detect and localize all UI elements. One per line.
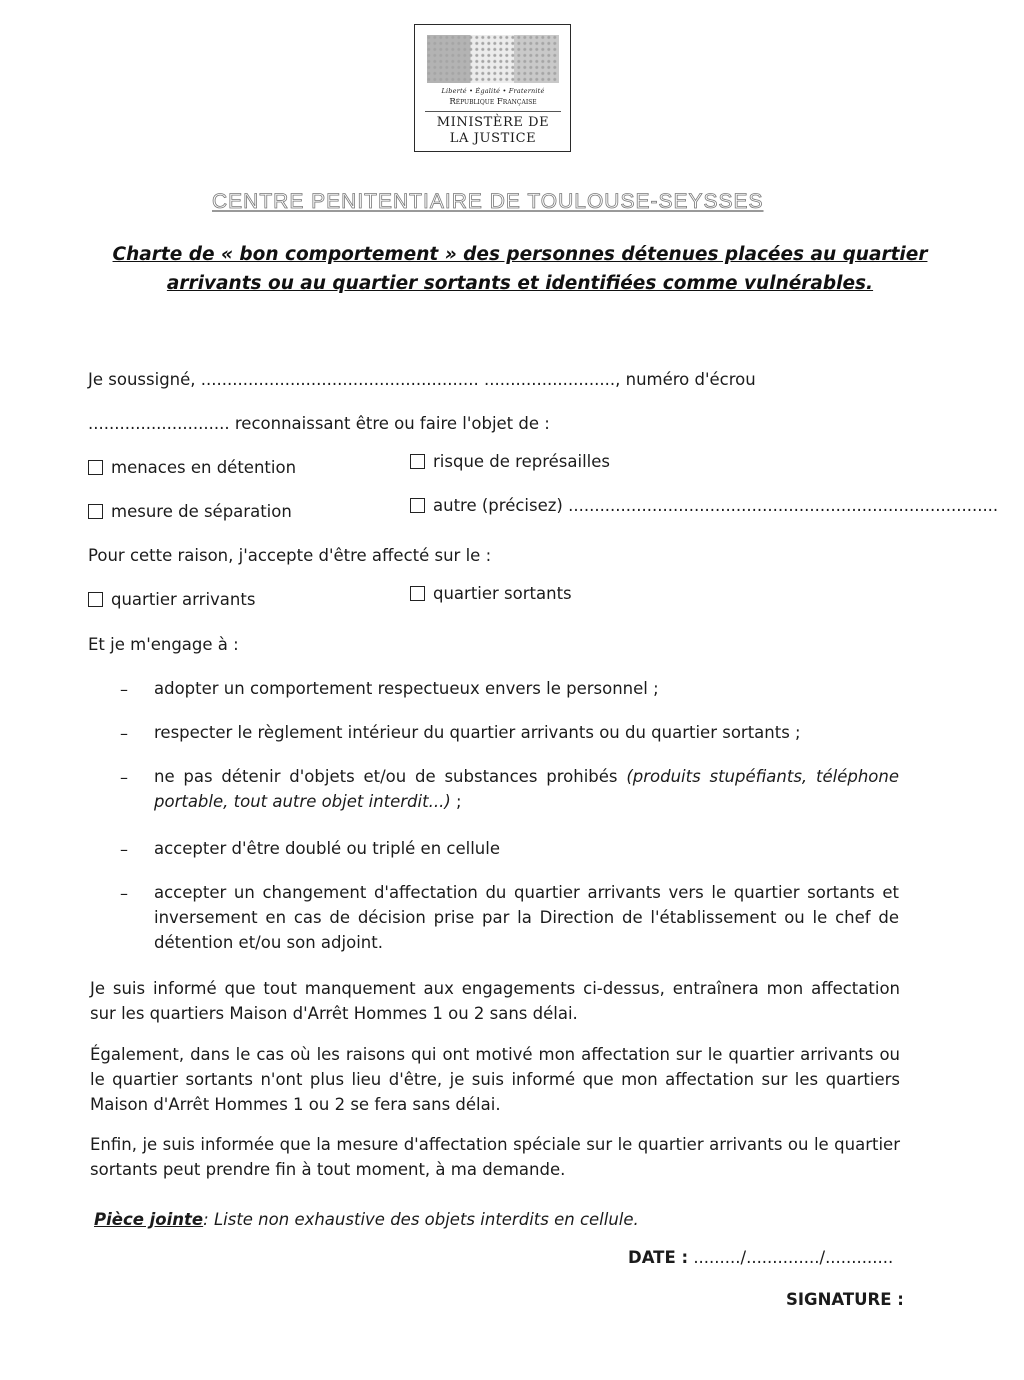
logo-motto: Liberté • Égalité • Fraternité [441, 87, 545, 95]
option-threats[interactable] [88, 458, 296, 477]
commitments-intro: Et je m'engage à : [88, 635, 239, 654]
logo-divider [425, 111, 561, 112]
declaration-acknowledge-text: reconnaissant être ou faire l'objet de : [234, 414, 550, 433]
separation-checkbox[interactable] [88, 504, 103, 519]
option-reprisals[interactable] [410, 452, 610, 471]
commitment-item-2: respecter le règlement intérieur du quartier arrivants ou du quartier sortants ; [154, 723, 801, 742]
leavers-checkbox[interactable] [410, 586, 425, 601]
signature-label: SIGNATURE : [786, 1290, 904, 1309]
option-separation[interactable] [88, 502, 292, 521]
other-specify-blank-field[interactable]: .................................................................................. [568, 496, 999, 515]
bullet-dash: – [120, 724, 128, 743]
date-blank-field[interactable]: ........./............../............. [693, 1248, 894, 1267]
commitment-item-4: accepter d'être doublé ou triplé en cellule [154, 839, 500, 858]
logo-ministry [423, 115, 563, 147]
threats-checkbox[interactable] [88, 460, 103, 475]
name-blank-field[interactable]: ..................................................... ........................., [200, 370, 621, 389]
marianne-emblem-icon [427, 35, 559, 83]
paragraph-reasons-ceased: Également, dans le cas où les raisons qui ont motivé mon affectation sur le quartier arrivants ou le quartier sortants n'ont plus lieu d'être, je suis informé que mon affectation sur les quartiers Maison d'Arrêt Hommes 1 ou 2 se fera sans délai. [90, 1045, 900, 1114]
inmate-number-label: numéro d'écrou [625, 370, 756, 389]
separation-label: mesure de séparation [111, 502, 292, 521]
prison-name-heading: CENTRE PENITENTIAIRE DE TOULOUSE-SEYSSES [212, 190, 764, 213]
declaration-line2 [88, 414, 550, 433]
reprisals-label: risque de représailles [433, 452, 610, 471]
leavers-label: quartier sortants [433, 584, 572, 603]
attachment-note [94, 1210, 639, 1229]
logo-ministry-line1: MINISTÈRE DE [436, 115, 550, 130]
logo-republic: République Française [449, 97, 537, 107]
commitment-item-3 [154, 764, 899, 814]
commitment-item-3-text: ne pas détenir d'objets et/ou de substances prohibés [154, 767, 618, 786]
commitment-item-3-end: ; [456, 792, 462, 811]
charter-title [80, 240, 960, 298]
date-label: DATE : [628, 1248, 689, 1267]
bullet-dash: – [120, 884, 128, 903]
option-quartier-arrivants[interactable] [88, 590, 255, 609]
declaration-line1 [88, 370, 756, 389]
attachment-text: : Liste non exhaustive des objets interdits en cellule. [203, 1210, 639, 1229]
threats-label: menaces en détention [111, 458, 297, 477]
bullet-dash: – [120, 840, 128, 859]
reprisals-checkbox[interactable] [410, 454, 425, 469]
bullet-dash: – [120, 680, 128, 699]
option-other[interactable] [410, 496, 998, 515]
charter-title-line2: arrivants ou au quartier sortants et identifiées comme vulnérables. [166, 273, 874, 294]
other-checkbox[interactable] [410, 498, 425, 513]
paragraph-end-on-request: Enfin, je suis informée que la mesure d'affectation spéciale sur le quartier arrivants ou le quartier sortants peut prendre fin à tout moment, à ma demande. [90, 1135, 900, 1179]
date-row [628, 1248, 893, 1267]
option-quartier-sortants[interactable] [410, 584, 572, 603]
charter-title-line1: Charte de « bon comportement » des personnes détenues placées au quartier [112, 244, 928, 265]
commitment-item-5: accepter un changement d'affectation du quartier arrivants vers le quartier sortants et inversement en cas de décision prise par la Direction de l'établissement ou le chef de détention et/ou son adjoint. [154, 883, 899, 952]
attachment-label: Pièce jointe [94, 1210, 204, 1229]
commitment-item-3-examples: (produits stupéfiants, téléphone portable, tout autre objet interdit...) [154, 767, 899, 811]
paragraph-breach-consequence: Je suis informé que tout manquement aux engagements ci-dessus, entraînera mon affectation sur les quartiers Maison d'Arrêt Hommes 1 ou 2 sans délai. [90, 979, 900, 1023]
commitment-item-1: adopter un comportement respectueux envers le personnel ; [154, 679, 659, 698]
inmate-number-blank-field[interactable]: ........................... [88, 414, 230, 433]
arrivals-checkbox[interactable] [88, 592, 103, 607]
declaration-prefix: Je soussigné, [88, 370, 196, 389]
assignment-intro: Pour cette raison, j'accepte d'être affecté sur le : [88, 546, 492, 565]
arrivals-label: quartier arrivants [111, 590, 256, 609]
ministry-logo [414, 24, 571, 152]
bullet-dash: – [120, 768, 128, 787]
other-label: autre (précisez) [433, 496, 563, 515]
logo-ministry-line2: LA JUSTICE [449, 131, 537, 146]
